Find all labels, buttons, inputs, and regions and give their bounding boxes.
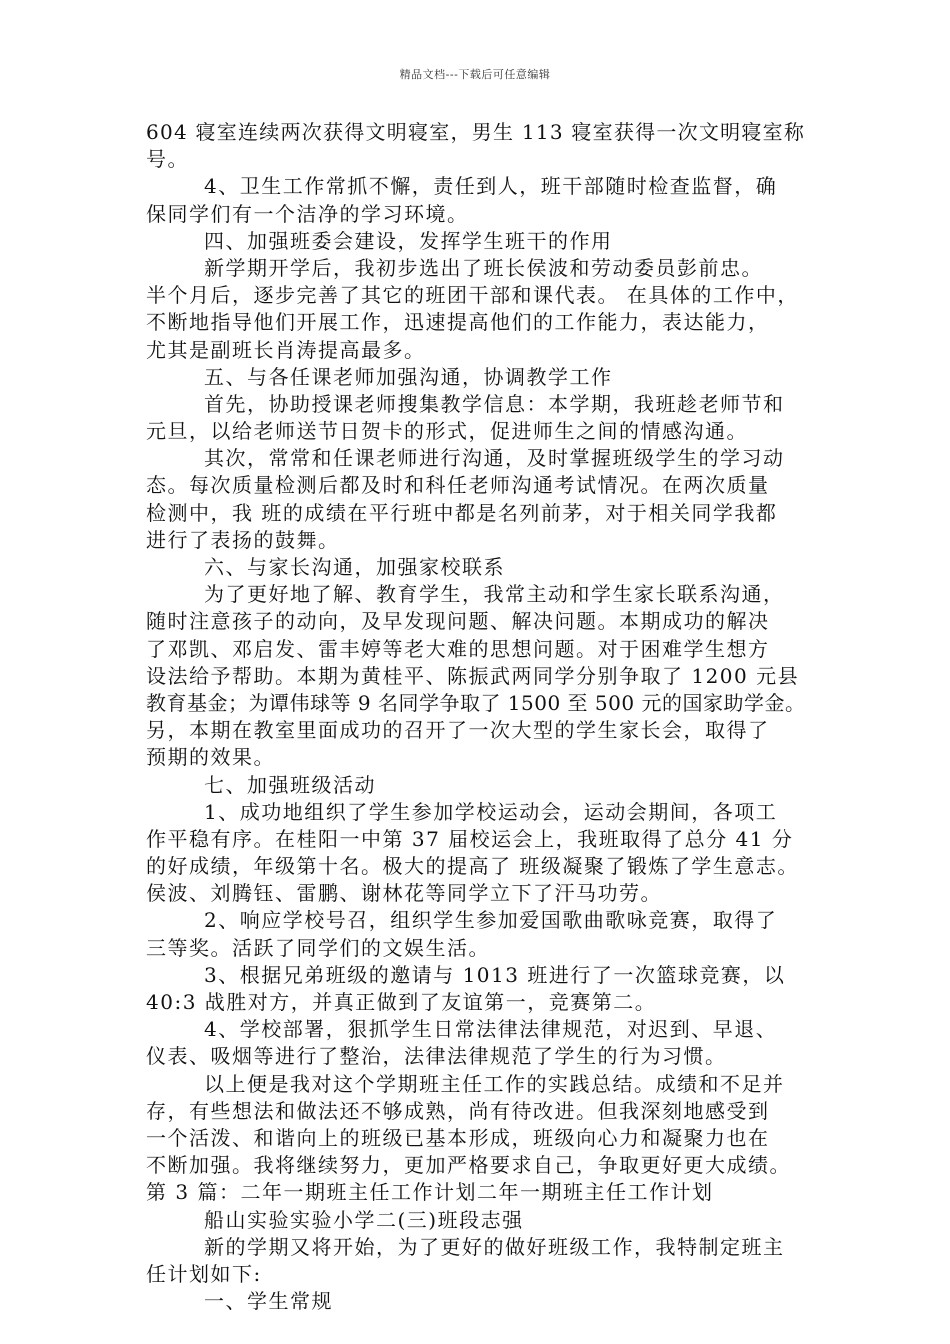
- text-line: 设法给予帮助。本期为黄桂平、陈振武两同学分别争取了 1200 元县: [146, 663, 800, 688]
- text-line: 仪表、吸烟等进行了整治，法律法律规范了学生的行为习惯。: [146, 1044, 727, 1069]
- text-line: 首先，协助授课老师搜集教学信息：本学期，我班趁老师节和: [204, 391, 785, 416]
- text-line: 另，本期在教室里面成功的召开了一次大型的学生家长会，取得了: [146, 718, 770, 743]
- text-line: 其次，常常和任课老师进行沟通，及时掌握班级学生的学习动: [204, 446, 785, 471]
- text-line: 七、加强班级活动: [204, 772, 376, 797]
- text-line: 四、加强班委会建设，发挥学生班干的作用: [204, 228, 613, 253]
- text-line: 604 寝室连续两次获得文明寝室，男生 113 寝室获得一次文明寝室称: [146, 120, 806, 144]
- text-line: 第 3 篇：二年一期班主任工作计划二年一期班主任工作计划: [146, 1180, 714, 1205]
- text-line: 40:3 战胜对方，并真正做到了友谊第一，竞赛第二。: [146, 990, 657, 1014]
- text-line: 1、成功地组织了学生参加学校运动会，运动会期间，各项工: [204, 799, 778, 824]
- text-line: 任计划如下:: [146, 1261, 262, 1286]
- text-line: 4、学校部署，狠抓学生日常法律法律规范，对迟到、早退、: [204, 1017, 778, 1042]
- text-line: 以上便是我对这个学期班主任工作的实践总结。成绩和不足并: [204, 1071, 785, 1096]
- text-line: 2、响应学校号召，组织学生参加爱国歌曲歌咏竞赛，取得了: [204, 908, 778, 933]
- text-line: 侯波、刘腾钰、雷鹏、谢林花等同学立下了汗马功劳。: [146, 881, 662, 906]
- text-line: 作平稳有序。在桂阳一中第 37 届校运会上，我班取得了总分 41 分: [146, 826, 794, 851]
- text-line: 一、学生常规: [204, 1289, 333, 1314]
- text-line: 了邓凯、邓启发、雷丰婷等老大难的思想问题。对于困难学生想方: [146, 636, 770, 661]
- text-line: 检测中，我 班的成绩在平行班中都是名列前茅，对于相关同学我都: [146, 500, 778, 525]
- text-line: 不断地指导他们开展工作，迅速提高他们的工作能力，表达能力，: [146, 310, 770, 335]
- text-line: 新的学期又将开始，为了更好的做好班级工作，我特制定班主: [204, 1234, 785, 1259]
- text-line: 三等奖。活跃了同学们的文娱生活。: [146, 935, 490, 960]
- text-line: 不断加强。我将继续努力，更加严格要求自己，争取更好更大成绩。: [146, 1153, 791, 1178]
- text-line: 存，有些想法和做法还不够成熟，尚有待改进。但我深刻地感受到: [146, 1098, 770, 1123]
- text-line: 随时注意孩子的动向，及早发现问题、解决问题。本期成功的解决: [146, 609, 770, 634]
- text-line: 进行了表扬的鼓舞。: [146, 527, 340, 552]
- text-line: 3、根据兄弟班级的邀请与 1013 班进行了一次篮球竞赛，以: [204, 962, 786, 987]
- text-line: 船山实验实验小学二(三)班段志强: [204, 1207, 524, 1232]
- text-line: 态。每次质量检测后都及时和科任老师沟通考试情况。在两次质量: [146, 473, 770, 498]
- text-line: 的好成绩，年级第十名。极大的提高了 班级凝聚了锻炼了学生意志。: [146, 854, 799, 879]
- text-line: 教育基金；为谭伟球等 9 名同学争取了 1500 至 500 元的国家助学金。: [146, 690, 806, 715]
- text-line: 保同学们有一个洁净的学习环境。: [146, 201, 469, 226]
- text-line: 预期的效果。: [146, 745, 275, 770]
- page-header: 精品文档---下载后可任意编辑: [399, 68, 551, 81]
- text-line: 新学期开学后，我初步选出了班长侯波和劳动委员彭前忠。: [204, 255, 763, 280]
- text-line: 元旦，以给老师送节日贺卡的形式，促进师生之间的情感沟通。: [146, 419, 748, 444]
- text-line: 一个活泼、和谐向上的班级已基本形成，班级向心力和凝聚力也在: [146, 1125, 770, 1150]
- text-line: 4、卫生工作常抓不懈，责任到人，班干部随时检查监督，确: [204, 174, 778, 199]
- text-line: 半个月后，逐步完善了其它的班团干部和课代表。 在具体的工作中，: [146, 283, 799, 308]
- text-line: 号。: [146, 147, 189, 172]
- text-line: 六、与家长沟通，加强家校联系: [204, 555, 505, 579]
- text-line: 为了更好地了解、教育学生，我常主动和学生家长联系沟通，: [204, 582, 785, 607]
- text-line: 尤其是副班长肖涛提高最多。: [146, 337, 426, 362]
- text-line: 五、与各任课老师加强沟通，协调教学工作: [204, 364, 613, 389]
- document-body: [146, 119, 811, 1315]
